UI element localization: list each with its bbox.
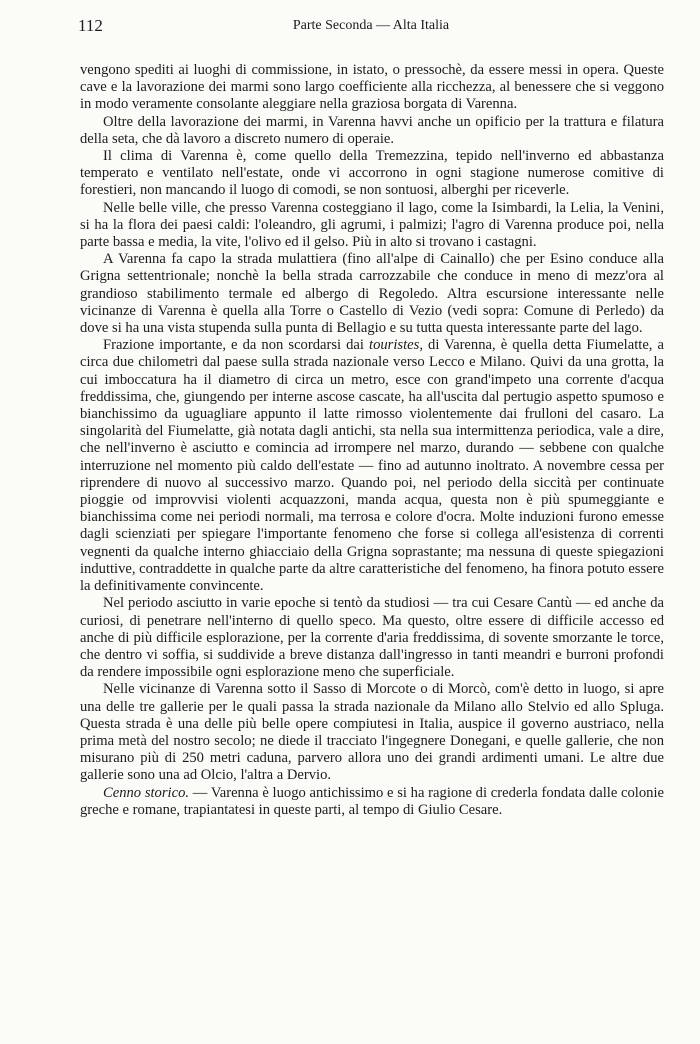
paragraph-climate: Il clima di Varenna è, come quello della Tremezzina, tepido nell'inverno ed abbastanza temperato e ventilato nell'estate, onde vi accorrono in ogni stagione numerose comitive di forestieri, non mancando il luogo di comodi, se non sontuosi, alberghi per riceverle. (80, 148, 664, 199)
page-body (80, 62, 664, 819)
paragraph-galleries: Nelle vicinanze di Varenna sotto il Sasso di Morcote o di Morcò, com'è detto in luogo, si apre una delle tre gallerie per le quali passa la strada nazionale da Milano allo Stelvio ed allo Spluga. Questa strada è una delle più belle opere compiutesi in Italia, auspice il governo austriaco, nella prima metà del nostro secolo; ne diede il tracciato l'ingegnere Donegani, e quelle gallerie, che non misurano più di 250 metri caduna, parvero allora uno dei grandi ardimenti umani. Le altre due gallerie sono una ad Olcio, l'altra a Dervio. (80, 681, 664, 784)
fiumelatte-text-rest: , di Varenna, è quella detta Fiumelatte, a circa due chilometri dal paese sulla strada nazionale verso Lecco e Milano. Quivi da una grotta, la cui imboccatura ha il diametro di circa un metro, esce con grand'impeto una corrente d'acqua freddissima, che, giungendo per interne ascose cascate, ha all'uscita dal pertugio aspetto spumoso e bianchissimo da uguagliare appunto il latte rimosso violentemente dai frulloni del casaro. La singolarità del Fiumelatte, già notata dagli antichi, sta nella sua intermittenza periodica, vale a dire, che nell'inverno è asciutto e comincia ad irrompere nel marzo, durando — sebbene con qualche interruzione nel momento più caldo dell'estate — fino ad autunno inoltrato. A novembre cessa per riprendere di nuovo al successivo marzo. Quando poi, nel periodo della siccità per continuate pioggie od improvvisi violenti acquazzoni, manda acqua, questa non è più spumeggiante e bianchissima come nei periodi normali, ma terrosa e colore d'ocra. Molte induzioni furono emesse dagli scienziati per spiegare l'importante fenomeno che forse si collega all'esistenza di correnti vegnenti da qualche interno ghiacciaio della Grigna soprastante; ma nessuna di queste spiegazioni induttive, contraddette in qualche parte da altre caratteristiche del fenomeno, ha finora potuto essere la definitivamente convincente. (80, 337, 664, 595)
paragraph-fiumelatte (80, 337, 664, 595)
page-number: 112 (78, 16, 103, 35)
paragraph-continuation: vengono spediti ai luoghi di commissione, in istato, o pressochè, da essere messi in opera. Queste cave e la lavorazione dei marmi sono largo coefficiente alla ricchezza, al benessere che si veggono in modo veramente consolante aleggiare nella graziosa borgata di Varenna. (80, 62, 664, 113)
paragraph-silk-mill: Oltre della lavorazione dei marmi, in Varenna havvi anche un opificio per la trattura e filatura della seta, che dà lavoro a discreto numero di operaie. (80, 113, 664, 147)
running-title: Parte Seconda — Alta Italia (292, 18, 450, 33)
paragraph-roads: A Varenna fa capo la strada mulattiera (fino all'alpe di Cainallo) che per Esino conduce alla Grigna settentrionale; nonchè la bella strada carrozzabile che conduce in meno di mezz'ora al grandioso stabilimento termale ed albergo di Regoledo. Altra escursione interessante nelle vicinanze di Varenna è quella alla Torre o Castello di Vezio (vedi sopra: Comune di Perledo) da dove si ha una vista stupenda sulla punta di Bellagio e su tutta questa interessante parte del lago. (80, 251, 664, 337)
historical-note-label: Cenno storico. (103, 784, 190, 801)
fiumelatte-italic-word: touristes (369, 337, 420, 354)
paragraph-exploration: Nel periodo asciutto in varie epoche si tentò da studiosi — tra cui Cesare Cantù — ed anche da curiosi, di penetrare nell'interno di quello speco. Ma questo, oltre essere di difficile accesso ed anche di più difficile esplorazione, per la corrente d'aria freddissima, di sovente smorzante le torce, che dentro vi soffia, si suddivide a breve distanza dall'ingresso in tanti meandri e burroni profondi da rendere impossibile ogni esplorazione meno che superficiale. (80, 595, 664, 681)
historical-note-text: — Varenna è luogo antichissimo e si ha ragione di crederla fondata dalle colonie greche e romane, trapiantatesi in queste parti, al tempo di Giulio Cesare. (80, 784, 664, 818)
fiumelatte-text-start: Frazione importante, e da non scordarsi dai (103, 337, 370, 354)
paragraph-historical-note (80, 785, 664, 819)
paragraph-villas: Nelle belle ville, che presso Varenna costeggiano il lago, come la Isimbardi, la Lelia, la Venini, si ha la flora dei paesi caldi: l'oleandro, gli agrumi, i palmizi; l'agro di Varenna produce poi, nella parte bassa e media, la vite, l'olivo ed il gelso. Più in alto si trovano i castagni. (80, 199, 664, 251)
page-header (78, 14, 664, 40)
